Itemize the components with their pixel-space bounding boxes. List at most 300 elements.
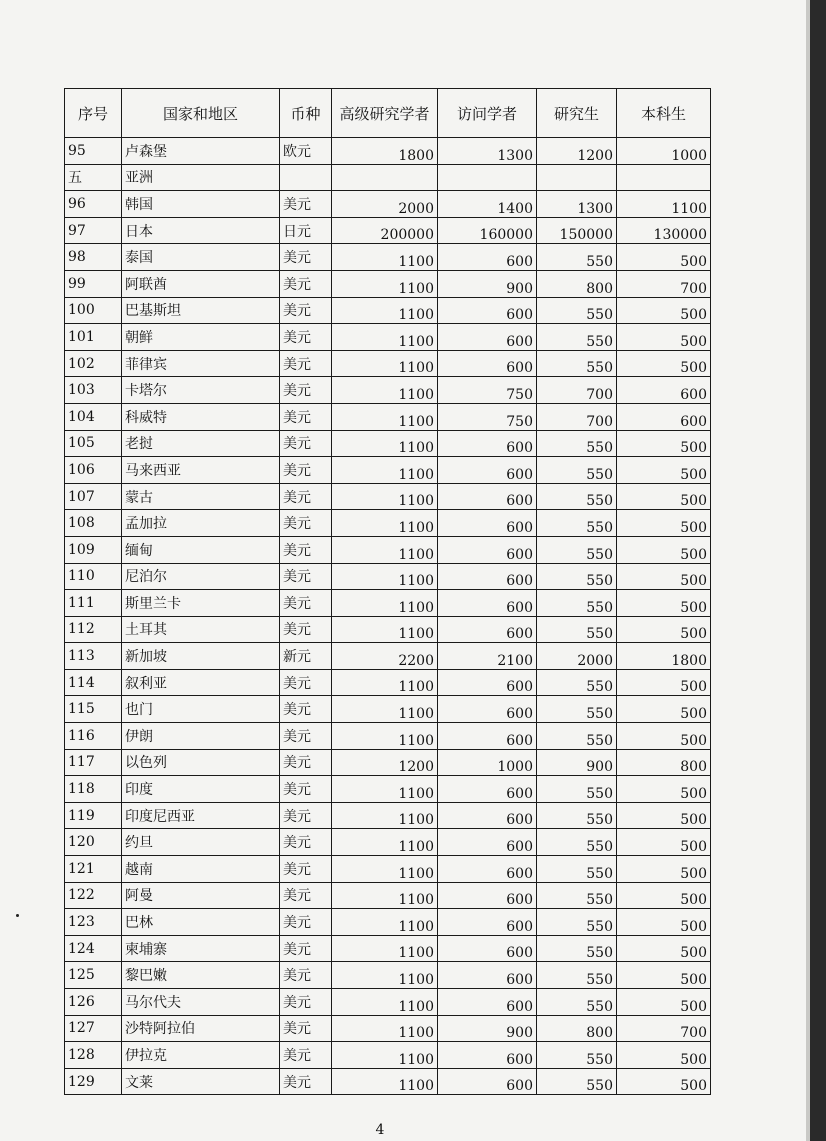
cell-undergraduate: 500 (617, 244, 711, 271)
cell-graduate: 150000 (537, 217, 617, 244)
cell-index: 105 (65, 430, 122, 457)
table-row (65, 935, 711, 962)
cell-undergraduate: 500 (617, 616, 711, 643)
table-header-row (65, 89, 711, 138)
cell-country: 巴基斯坦 (122, 297, 280, 324)
table-row (65, 1068, 711, 1095)
cell-visiting-scholar: 600 (438, 536, 537, 563)
cell-index: 98 (65, 244, 122, 271)
cell-index: 107 (65, 483, 122, 510)
cell-index: 108 (65, 510, 122, 537)
cell-undergraduate: 500 (617, 962, 711, 989)
cell-graduate: 550 (537, 802, 617, 829)
cell-visiting-scholar: 600 (438, 430, 537, 457)
cell-country: 孟加拉 (122, 510, 280, 537)
cell-senior-scholar: 1100 (332, 510, 438, 537)
cell-senior-scholar: 1100 (332, 483, 438, 510)
cell-undergraduate: 500 (617, 1068, 711, 1095)
cell-index: 129 (65, 1068, 122, 1095)
cell-senior-scholar: 1100 (332, 776, 438, 803)
cell-senior-scholar: 1800 (332, 138, 438, 165)
cell-country: 韩国 (122, 191, 280, 218)
cell-index: 114 (65, 669, 122, 696)
cell-senior-scholar: 1100 (332, 829, 438, 856)
cell-graduate: 2000 (537, 643, 617, 670)
cell-senior-scholar: 1200 (332, 749, 438, 776)
cell-graduate: 800 (537, 1015, 617, 1042)
cell-visiting-scholar: 600 (438, 669, 537, 696)
cell-graduate: 550 (537, 856, 617, 883)
cell-senior-scholar: 1100 (332, 696, 438, 723)
cell-visiting-scholar: 600 (438, 882, 537, 909)
table-row (65, 749, 711, 776)
cell-undergraduate: 500 (617, 669, 711, 696)
cell-visiting-scholar: 600 (438, 856, 537, 883)
cell-visiting-scholar: 600 (438, 962, 537, 989)
table-row (65, 403, 711, 430)
cell-senior-scholar: 1100 (332, 723, 438, 750)
cell-country: 越南 (122, 856, 280, 883)
cell-undergraduate: 500 (617, 989, 711, 1016)
cell-undergraduate (617, 164, 711, 191)
cell-index: 119 (65, 802, 122, 829)
cell-country: 斯里兰卡 (122, 590, 280, 617)
cell-index: 101 (65, 324, 122, 351)
cell-undergraduate: 1000 (617, 138, 711, 165)
cell-index: 99 (65, 270, 122, 297)
table-row (65, 882, 711, 909)
cell-graduate: 800 (537, 270, 617, 297)
header-senior-scholar: 高级研究学者 (332, 89, 438, 138)
cell-senior-scholar: 2000 (332, 191, 438, 218)
cell-index: 95 (65, 138, 122, 165)
cell-index: 100 (65, 297, 122, 324)
table-row (65, 1042, 711, 1069)
cell-graduate: 550 (537, 696, 617, 723)
cell-index: 五 (65, 164, 122, 191)
cell-country: 缅甸 (122, 536, 280, 563)
table-row (65, 616, 711, 643)
cell-currency: 日元 (280, 217, 332, 244)
table-row (65, 270, 711, 297)
cell-index: 111 (65, 590, 122, 617)
cell-currency: 美元 (280, 457, 332, 484)
cell-visiting-scholar: 600 (438, 244, 537, 271)
cell-country: 伊朗 (122, 723, 280, 750)
cell-currency: 美元 (280, 802, 332, 829)
cell-country: 叙利亚 (122, 669, 280, 696)
cell-index: 126 (65, 989, 122, 1016)
cell-graduate: 550 (537, 723, 617, 750)
cell-currency: 新元 (280, 643, 332, 670)
cell-country: 巴林 (122, 909, 280, 936)
cell-undergraduate: 600 (617, 403, 711, 430)
cell-graduate: 1200 (537, 138, 617, 165)
cell-currency: 美元 (280, 962, 332, 989)
cell-graduate: 550 (537, 989, 617, 1016)
cell-country: 伊拉克 (122, 1042, 280, 1069)
cell-undergraduate: 500 (617, 536, 711, 563)
header-currency: 币种 (280, 89, 332, 138)
cell-index: 120 (65, 829, 122, 856)
cell-graduate: 1300 (537, 191, 617, 218)
cell-currency (280, 164, 332, 191)
cell-country: 黎巴嫩 (122, 962, 280, 989)
cell-graduate: 550 (537, 244, 617, 271)
cell-index: 96 (65, 191, 122, 218)
cell-currency: 美元 (280, 590, 332, 617)
cell-country: 卡塔尔 (122, 377, 280, 404)
cell-senior-scholar: 1100 (332, 244, 438, 271)
cell-currency: 美元 (280, 989, 332, 1016)
cell-country: 马尔代夫 (122, 989, 280, 1016)
cell-senior-scholar: 1100 (332, 935, 438, 962)
cell-currency: 美元 (280, 829, 332, 856)
cell-senior-scholar: 1100 (332, 669, 438, 696)
table-row (65, 590, 711, 617)
table-row (65, 563, 711, 590)
cell-country: 新加坡 (122, 643, 280, 670)
cell-undergraduate: 500 (617, 563, 711, 590)
cell-undergraduate: 500 (617, 776, 711, 803)
cell-undergraduate: 500 (617, 457, 711, 484)
cell-country: 约旦 (122, 829, 280, 856)
cell-currency: 美元 (280, 377, 332, 404)
cell-senior-scholar: 1100 (332, 909, 438, 936)
cell-visiting-scholar: 750 (438, 403, 537, 430)
cell-country: 也门 (122, 696, 280, 723)
cell-country: 卢森堡 (122, 138, 280, 165)
cell-senior-scholar: 1100 (332, 989, 438, 1016)
cell-visiting-scholar: 1000 (438, 749, 537, 776)
cell-graduate: 550 (537, 1068, 617, 1095)
cell-senior-scholar: 1100 (332, 324, 438, 351)
cell-undergraduate: 1100 (617, 191, 711, 218)
cell-country: 菲律宾 (122, 350, 280, 377)
cell-graduate: 900 (537, 749, 617, 776)
table-row (65, 1015, 711, 1042)
cell-visiting-scholar: 600 (438, 802, 537, 829)
cell-currency: 美元 (280, 909, 332, 936)
table-row (65, 138, 711, 165)
table-body (65, 138, 711, 1095)
cell-graduate: 700 (537, 377, 617, 404)
cell-senior-scholar: 1100 (332, 536, 438, 563)
cell-senior-scholar: 200000 (332, 217, 438, 244)
cell-index: 121 (65, 856, 122, 883)
cell-senior-scholar: 1100 (332, 882, 438, 909)
cell-visiting-scholar: 750 (438, 377, 537, 404)
table-row (65, 696, 711, 723)
cell-visiting-scholar: 600 (438, 989, 537, 1016)
cell-country: 尼泊尔 (122, 563, 280, 590)
cell-country: 柬埔寨 (122, 935, 280, 962)
cell-currency: 美元 (280, 696, 332, 723)
cell-index: 122 (65, 882, 122, 909)
cell-visiting-scholar: 600 (438, 457, 537, 484)
cell-visiting-scholar: 600 (438, 510, 537, 537)
cell-undergraduate: 500 (617, 1042, 711, 1069)
cell-visiting-scholar: 600 (438, 935, 537, 962)
table-row (65, 723, 711, 750)
table-row (65, 829, 711, 856)
cell-currency: 美元 (280, 297, 332, 324)
cell-senior-scholar: 1100 (332, 377, 438, 404)
cell-country: 科威特 (122, 403, 280, 430)
cell-index: 112 (65, 616, 122, 643)
cell-country: 土耳其 (122, 616, 280, 643)
cell-currency: 美元 (280, 350, 332, 377)
cell-currency: 欧元 (280, 138, 332, 165)
scan-edge-shadow (810, 0, 826, 1141)
cell-visiting-scholar: 600 (438, 696, 537, 723)
cell-undergraduate: 500 (617, 882, 711, 909)
cell-senior-scholar: 1100 (332, 297, 438, 324)
cell-visiting-scholar: 600 (438, 723, 537, 750)
cell-senior-scholar: 1100 (332, 270, 438, 297)
cell-index: 113 (65, 643, 122, 670)
cell-country: 文莱 (122, 1068, 280, 1095)
cell-senior-scholar: 1100 (332, 350, 438, 377)
cell-country: 以色列 (122, 749, 280, 776)
cell-graduate: 700 (537, 403, 617, 430)
table-row (65, 643, 711, 670)
cell-visiting-scholar: 600 (438, 1042, 537, 1069)
cell-graduate: 550 (537, 457, 617, 484)
cell-senior-scholar: 1100 (332, 430, 438, 457)
cell-index: 127 (65, 1015, 122, 1042)
cell-graduate: 550 (537, 350, 617, 377)
table-row (65, 483, 711, 510)
cell-graduate: 550 (537, 590, 617, 617)
table-row (65, 669, 711, 696)
cell-graduate: 550 (537, 616, 617, 643)
cell-currency: 美元 (280, 1068, 332, 1095)
cell-senior-scholar: 1100 (332, 563, 438, 590)
header-graduate: 研究生 (537, 89, 617, 138)
cell-graduate: 550 (537, 563, 617, 590)
cell-visiting-scholar: 1300 (438, 138, 537, 165)
cell-currency: 美元 (280, 430, 332, 457)
cell-country: 印度尼西亚 (122, 802, 280, 829)
cell-currency: 美元 (280, 935, 332, 962)
cell-currency: 美元 (280, 723, 332, 750)
cell-index: 118 (65, 776, 122, 803)
cell-undergraduate: 500 (617, 483, 711, 510)
cell-undergraduate: 500 (617, 350, 711, 377)
cell-senior-scholar: 1100 (332, 802, 438, 829)
table-row (65, 909, 711, 936)
cell-index: 104 (65, 403, 122, 430)
cell-country: 沙特阿拉伯 (122, 1015, 280, 1042)
cell-graduate: 550 (537, 962, 617, 989)
cell-index: 109 (65, 536, 122, 563)
cell-currency: 美元 (280, 616, 332, 643)
cell-undergraduate: 1800 (617, 643, 711, 670)
cell-undergraduate: 500 (617, 696, 711, 723)
cell-graduate: 550 (537, 909, 617, 936)
cell-currency: 美元 (280, 270, 332, 297)
cell-visiting-scholar: 600 (438, 590, 537, 617)
cell-country: 老挝 (122, 430, 280, 457)
cell-undergraduate: 500 (617, 935, 711, 962)
cell-visiting-scholar: 600 (438, 483, 537, 510)
cell-index: 115 (65, 696, 122, 723)
cell-senior-scholar: 1100 (332, 457, 438, 484)
header-index: 序号 (65, 89, 122, 138)
cell-senior-scholar (332, 164, 438, 191)
cell-currency: 美元 (280, 669, 332, 696)
table-row (65, 430, 711, 457)
cell-visiting-scholar: 600 (438, 616, 537, 643)
cell-country: 亚洲 (122, 164, 280, 191)
table-row (65, 164, 711, 191)
cell-graduate: 550 (537, 510, 617, 537)
cell-currency: 美元 (280, 563, 332, 590)
cell-undergraduate: 500 (617, 324, 711, 351)
cell-visiting-scholar: 600 (438, 829, 537, 856)
cell-visiting-scholar: 600 (438, 563, 537, 590)
cell-country: 日本 (122, 217, 280, 244)
cell-visiting-scholar: 2100 (438, 643, 537, 670)
cell-visiting-scholar: 600 (438, 909, 537, 936)
cell-graduate: 550 (537, 430, 617, 457)
cell-index: 116 (65, 723, 122, 750)
cell-senior-scholar: 1100 (332, 1042, 438, 1069)
cell-currency: 美元 (280, 403, 332, 430)
cell-country: 泰国 (122, 244, 280, 271)
cell-undergraduate: 500 (617, 909, 711, 936)
cell-index: 97 (65, 217, 122, 244)
cell-currency: 美元 (280, 882, 332, 909)
cell-index: 106 (65, 457, 122, 484)
cell-undergraduate: 800 (617, 749, 711, 776)
cell-index: 124 (65, 935, 122, 962)
cell-senior-scholar: 1100 (332, 590, 438, 617)
cell-currency: 美元 (280, 1015, 332, 1042)
cell-graduate (537, 164, 617, 191)
cell-graduate: 550 (537, 829, 617, 856)
cell-undergraduate: 500 (617, 297, 711, 324)
cell-senior-scholar: 1100 (332, 1015, 438, 1042)
table-row (65, 989, 711, 1016)
cell-visiting-scholar: 900 (438, 1015, 537, 1042)
table-row (65, 962, 711, 989)
cell-index: 117 (65, 749, 122, 776)
table-row (65, 217, 711, 244)
cell-currency: 美元 (280, 483, 332, 510)
cell-senior-scholar: 1100 (332, 856, 438, 883)
cell-index: 128 (65, 1042, 122, 1069)
cell-currency: 美元 (280, 244, 332, 271)
cell-senior-scholar: 1100 (332, 616, 438, 643)
table-row (65, 802, 711, 829)
cell-visiting-scholar: 600 (438, 350, 537, 377)
cell-country: 阿联酋 (122, 270, 280, 297)
cell-currency: 美元 (280, 536, 332, 563)
header-undergraduate: 本科生 (617, 89, 711, 138)
cell-undergraduate: 500 (617, 829, 711, 856)
cell-visiting-scholar: 900 (438, 270, 537, 297)
cell-graduate: 550 (537, 882, 617, 909)
cell-senior-scholar: 2200 (332, 643, 438, 670)
cell-visiting-scholar: 600 (438, 1068, 537, 1095)
page-number: 4 (375, 1122, 385, 1138)
cell-country: 马来西亚 (122, 457, 280, 484)
cell-graduate: 550 (537, 669, 617, 696)
cell-graduate: 550 (537, 935, 617, 962)
table-row (65, 510, 711, 537)
cell-graduate: 550 (537, 324, 617, 351)
cell-graduate: 550 (537, 483, 617, 510)
cell-visiting-scholar: 1400 (438, 191, 537, 218)
cell-currency: 美元 (280, 510, 332, 537)
cell-undergraduate: 500 (617, 856, 711, 883)
table-row (65, 324, 711, 351)
table-row (65, 244, 711, 271)
cell-visiting-scholar: 600 (438, 297, 537, 324)
table-row (65, 377, 711, 404)
table-row (65, 191, 711, 218)
cell-visiting-scholar: 600 (438, 776, 537, 803)
cell-undergraduate: 600 (617, 377, 711, 404)
cell-senior-scholar: 1100 (332, 962, 438, 989)
cell-currency: 美元 (280, 191, 332, 218)
table-row (65, 350, 711, 377)
cell-country: 朝鲜 (122, 324, 280, 351)
scan-speck (16, 914, 19, 917)
cell-senior-scholar: 1100 (332, 403, 438, 430)
cell-index: 123 (65, 909, 122, 936)
cell-undergraduate: 700 (617, 270, 711, 297)
cell-visiting-scholar: 600 (438, 324, 537, 351)
table-row (65, 776, 711, 803)
cell-undergraduate: 500 (617, 510, 711, 537)
header-country: 国家和地区 (122, 89, 280, 138)
cell-senior-scholar: 1100 (332, 1068, 438, 1095)
cell-undergraduate: 700 (617, 1015, 711, 1042)
cell-country: 阿曼 (122, 882, 280, 909)
cell-graduate: 550 (537, 297, 617, 324)
table-row (65, 297, 711, 324)
table-row (65, 536, 711, 563)
cell-graduate: 550 (537, 536, 617, 563)
cell-currency: 美元 (280, 1042, 332, 1069)
cell-undergraduate: 500 (617, 430, 711, 457)
cell-currency: 美元 (280, 749, 332, 776)
table-row (65, 457, 711, 484)
cell-country: 蒙古 (122, 483, 280, 510)
cell-currency: 美元 (280, 776, 332, 803)
table-row (65, 856, 711, 883)
stipend-table (64, 88, 711, 1095)
cell-currency: 美元 (280, 856, 332, 883)
cell-graduate: 550 (537, 1042, 617, 1069)
cell-undergraduate: 500 (617, 590, 711, 617)
cell-country: 印度 (122, 776, 280, 803)
cell-visiting-scholar (438, 164, 537, 191)
cell-index: 102 (65, 350, 122, 377)
cell-visiting-scholar: 160000 (438, 217, 537, 244)
cell-undergraduate: 500 (617, 723, 711, 750)
cell-currency: 美元 (280, 324, 332, 351)
header-visiting-scholar: 访问学者 (438, 89, 537, 138)
cell-index: 103 (65, 377, 122, 404)
cell-index: 110 (65, 563, 122, 590)
cell-undergraduate: 130000 (617, 217, 711, 244)
cell-undergraduate: 500 (617, 802, 711, 829)
cell-index: 125 (65, 962, 122, 989)
